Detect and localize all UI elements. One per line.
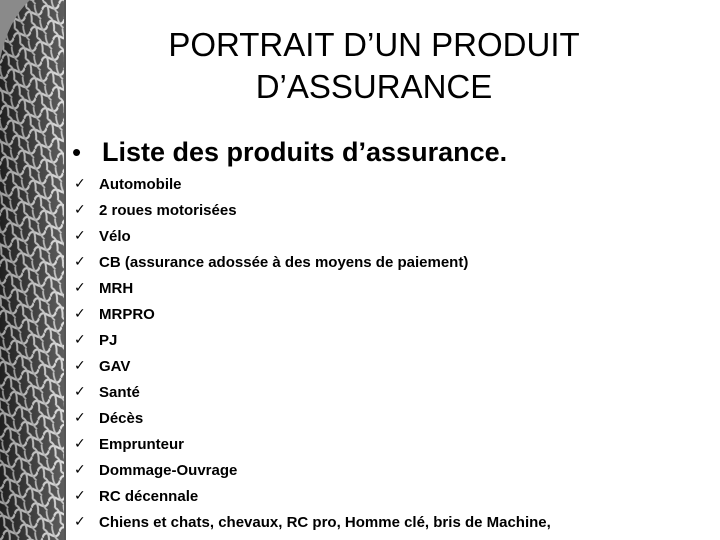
slide-title (110, 24, 638, 108)
list-item-label: Emprunteur (99, 435, 185, 453)
decorative-mesh-image (0, 0, 66, 540)
list-item (74, 457, 551, 483)
list-item (74, 249, 551, 275)
list-item-label: GAV (99, 357, 131, 375)
subtitle-row (72, 132, 507, 172)
slide-subtitle: Liste des produits d’assurance. (102, 136, 508, 167)
list-item-label: Dommage-Ouvrage (99, 461, 238, 479)
slide-title-line-1: PORTRAIT D’UN PRODUIT (168, 26, 580, 63)
list-item-label: Décès (99, 409, 144, 427)
list-item (74, 509, 551, 535)
check-mark-icon: ✓ (74, 202, 86, 218)
list-item-label: 2 roues motorisées (99, 201, 237, 219)
check-mark-icon: ✓ (74, 410, 86, 426)
check-mark-icon: ✓ (74, 332, 86, 348)
list-item-label: CB (assurance adossée à des moyens de paiement) (99, 253, 469, 271)
list-item-label: RC décennale (99, 487, 199, 505)
list-item (74, 483, 551, 509)
list-item (74, 223, 551, 249)
list-item-label: Vélo (99, 227, 131, 245)
bullet-dot-icon: • (72, 136, 82, 167)
list-item (74, 301, 551, 327)
list-item (74, 171, 551, 197)
check-mark-icon: ✓ (74, 228, 86, 244)
list-item (74, 327, 551, 353)
check-mark-icon: ✓ (74, 280, 86, 296)
list-item (74, 197, 551, 223)
check-mark-icon: ✓ (74, 436, 86, 452)
list-item (74, 275, 551, 301)
check-mark-icon: ✓ (74, 462, 86, 478)
check-mark-icon: ✓ (74, 306, 86, 322)
slide-title-line-2: D’ASSURANCE (255, 68, 493, 105)
insurance-product-list (74, 171, 551, 535)
list-item-label: MRPRO (99, 305, 155, 323)
check-mark-icon: ✓ (74, 514, 86, 530)
list-item-label: Chiens et chats, chevaux, RC pro, Homme clé, bris de Machine, (99, 513, 551, 531)
check-mark-icon: ✓ (74, 488, 86, 504)
list-item (74, 379, 551, 405)
list-item-label: MRH (99, 279, 134, 297)
check-mark-icon: ✓ (74, 384, 86, 400)
check-mark-icon: ✓ (74, 254, 86, 270)
list-item-label: Santé (99, 383, 140, 401)
list-item (74, 405, 551, 431)
list-item (74, 353, 551, 379)
check-mark-icon: ✓ (74, 358, 86, 374)
list-item-label: PJ (99, 331, 118, 349)
list-item (74, 431, 551, 457)
check-mark-icon: ✓ (74, 176, 86, 192)
list-item-label: Automobile (99, 175, 182, 193)
